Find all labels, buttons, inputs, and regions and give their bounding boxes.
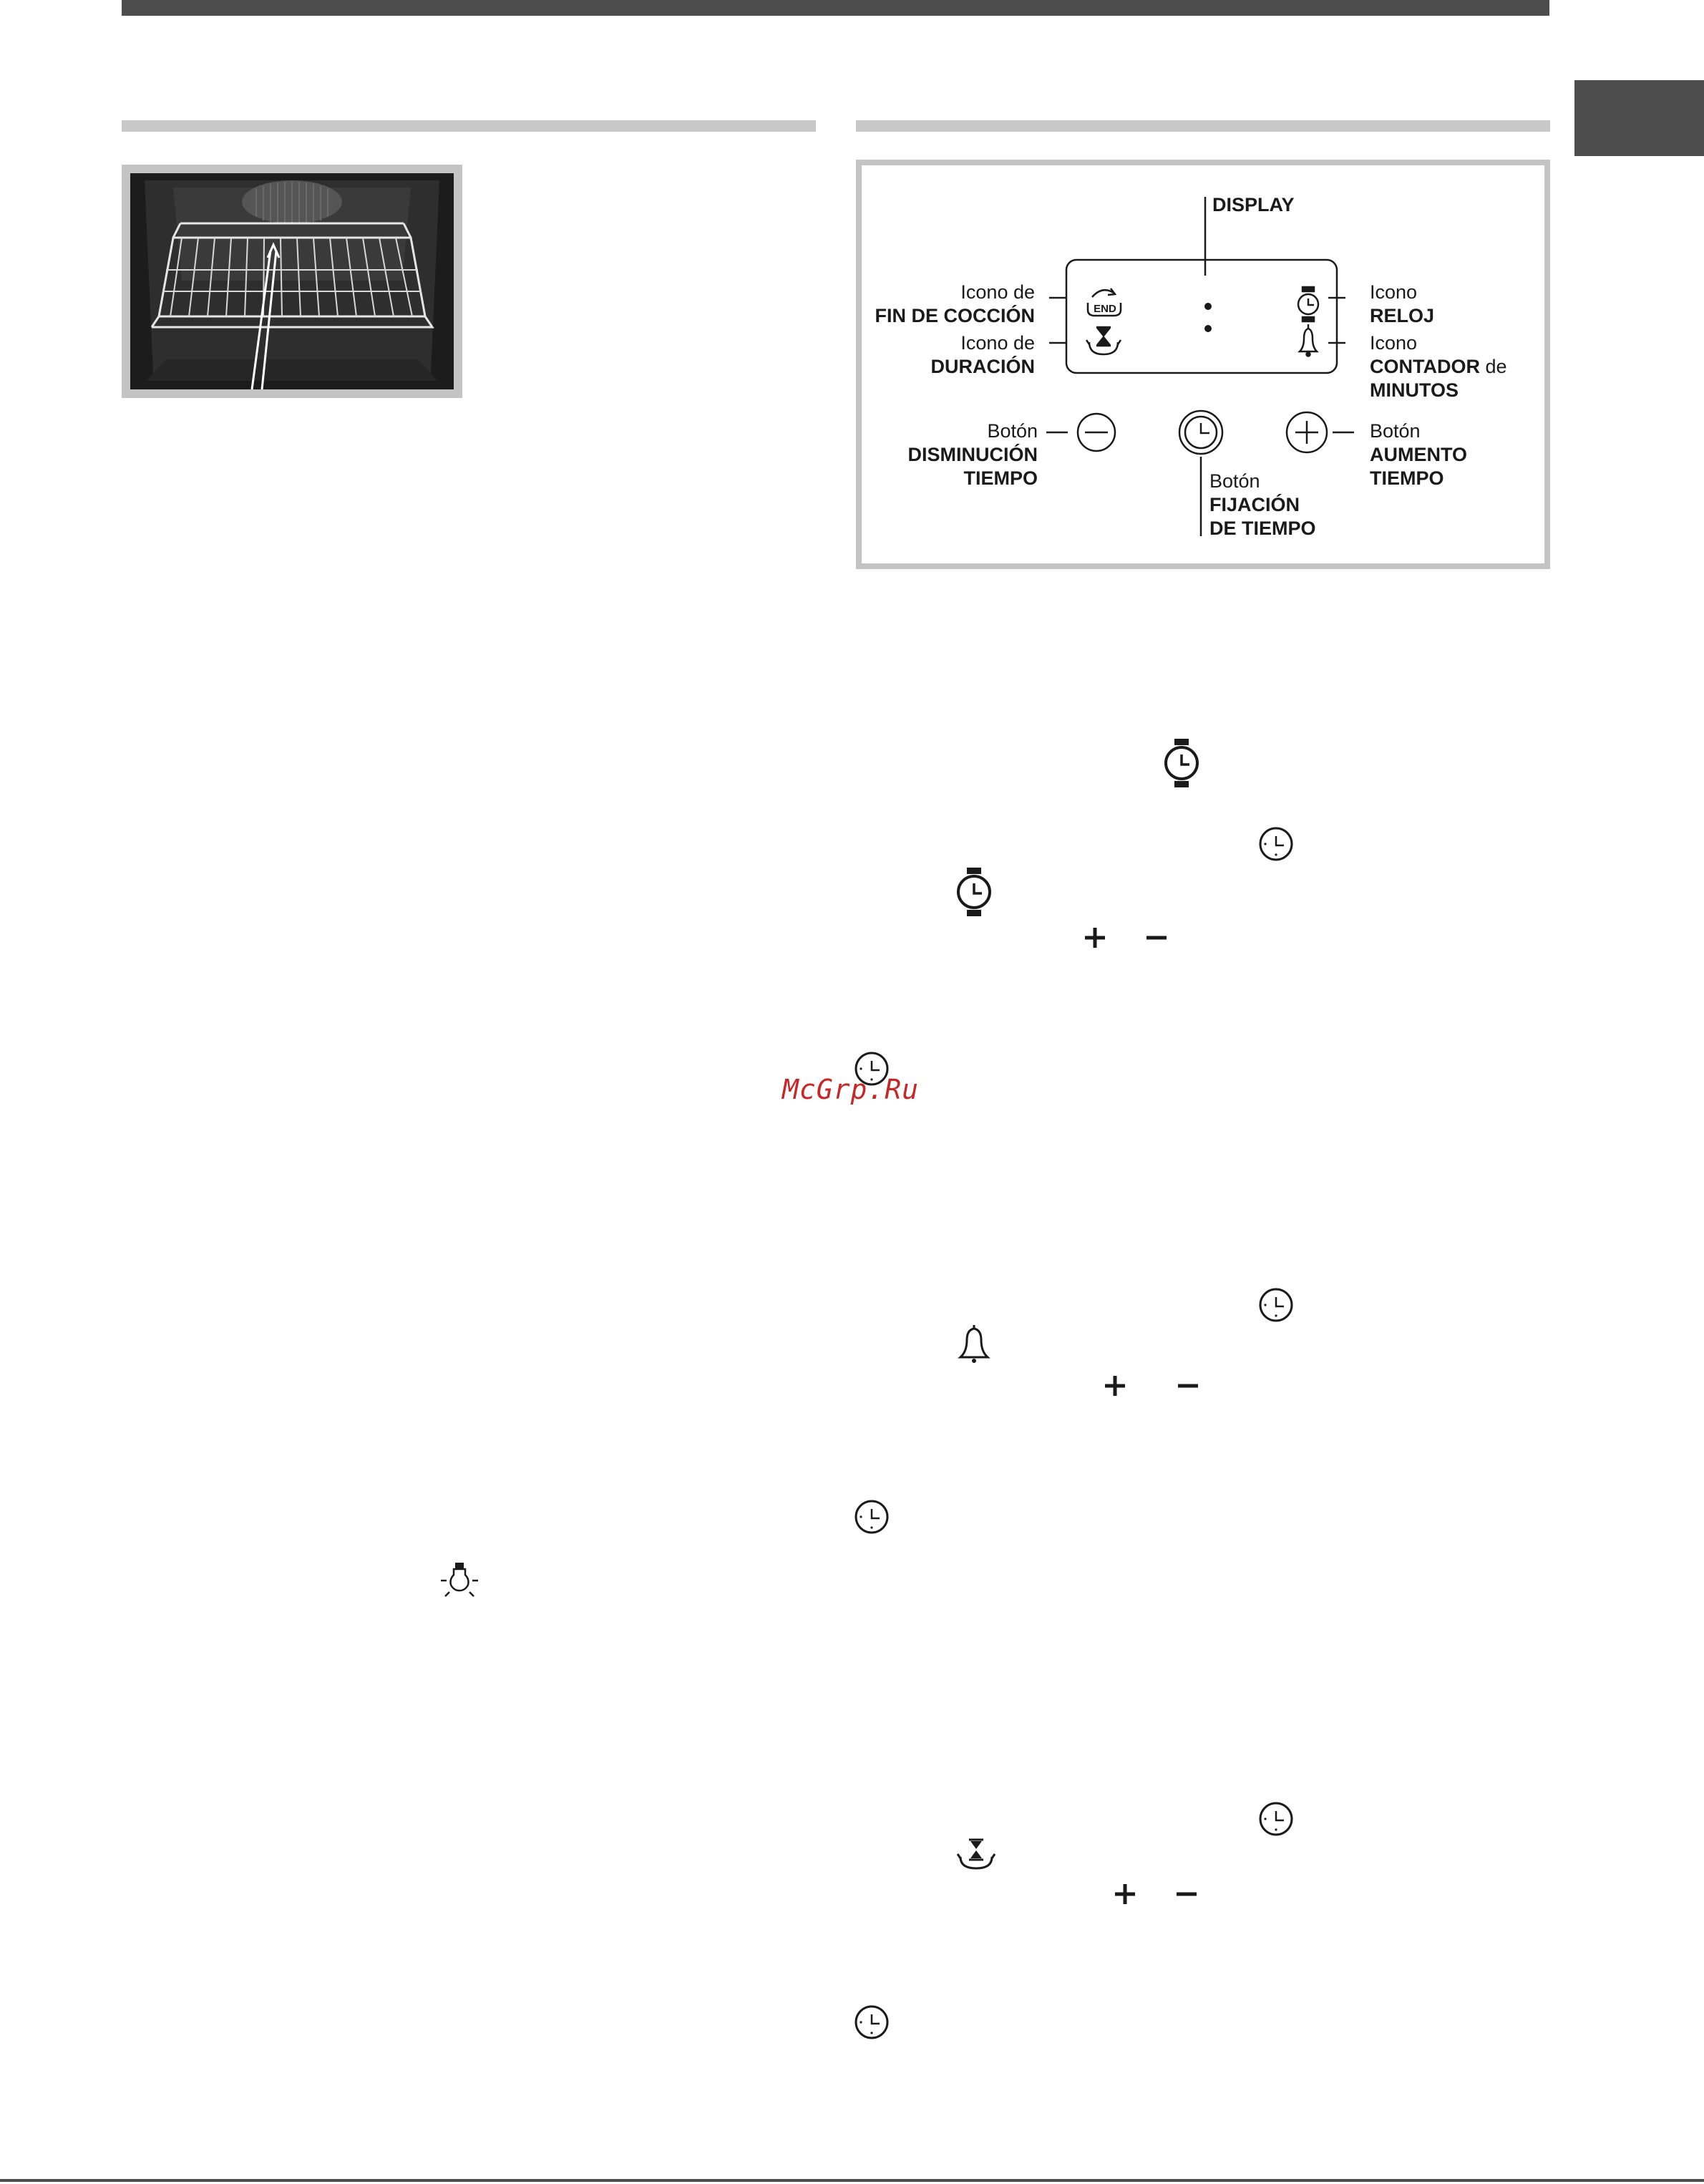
minus-icon (1174, 1881, 1199, 1907)
timer-icon-label-line3: MINUTOS (1370, 379, 1459, 401)
display-label: DISPLAY (1212, 194, 1295, 215)
timer-icon-label-line2 (1370, 355, 1507, 379)
timer-icon-label-bold: CONTADOR (1370, 356, 1480, 377)
clock-button-icon (854, 1499, 890, 1535)
timer-icon-label-rest: de (1479, 356, 1507, 377)
set-button-label-line2: FIJACIÓN (1209, 494, 1300, 515)
duration-icon-label-line1: Icono de (960, 332, 1035, 354)
watch-icon-panel (1298, 287, 1318, 321)
top-bar (122, 0, 1549, 16)
clock-button-icon (1258, 1287, 1294, 1323)
bottom-rule (0, 2179, 1704, 2182)
timer-icon-label-line1: Icono (1370, 332, 1418, 354)
clock-button-icon (1258, 1801, 1294, 1837)
display-dot-lower (1204, 325, 1212, 332)
duration-icon-label-line2: DURACIÓN (930, 356, 1035, 377)
minus-button-label-line3: TIEMPO (963, 467, 1038, 489)
plus-icon (1082, 925, 1108, 951)
plus-button-label-line1: Botón (1370, 420, 1421, 442)
plus-icon (1102, 1373, 1128, 1399)
minus-button-drawing (1046, 414, 1115, 451)
plus-button-label-line3: TIEMPO (1370, 467, 1444, 489)
end-icon-label-line1: Icono de (960, 281, 1035, 303)
watermark: McGrp.Ru (782, 1074, 920, 1105)
minus-button-label-line1: Botón (987, 420, 1038, 442)
end-icon-label-line2: FIN DE COCCIÓN (875, 305, 1035, 326)
minus-button-label-line2: DISMINUCIÓN (907, 444, 1038, 465)
duration-icon (1086, 327, 1121, 354)
clock-button-icon (1258, 826, 1294, 862)
right-section-rule (856, 120, 1550, 132)
oven-rack-illustration (130, 173, 454, 389)
set-button-label-line3: DE TIEMPO (1209, 518, 1316, 539)
minus-icon (1144, 925, 1169, 951)
clock-button-icon (854, 2004, 890, 2040)
set-button-label-line1: Botón (1209, 470, 1260, 492)
bell-icon-panel (1300, 324, 1317, 356)
language-tab (1574, 80, 1704, 156)
oven-rack-photo (122, 165, 462, 398)
display-dot-upper (1204, 303, 1212, 310)
minus-icon (1175, 1373, 1201, 1399)
lamp-icon (438, 1561, 481, 1603)
clock-icon-label-line1: Icono (1370, 281, 1418, 303)
left-section-rule (122, 120, 816, 132)
plus-button-drawing (1287, 412, 1354, 452)
plus-icon (1112, 1881, 1138, 1907)
watch-icon (956, 866, 992, 918)
watch-icon (1164, 737, 1199, 789)
end-icon-text: END (1094, 303, 1116, 315)
plus-button-label-line2: AUMENTO (1370, 444, 1468, 465)
clock-icon-label-line2: RELOJ (1370, 305, 1435, 326)
hourglass-icon (956, 1837, 996, 1873)
bell-icon (956, 1324, 992, 1364)
